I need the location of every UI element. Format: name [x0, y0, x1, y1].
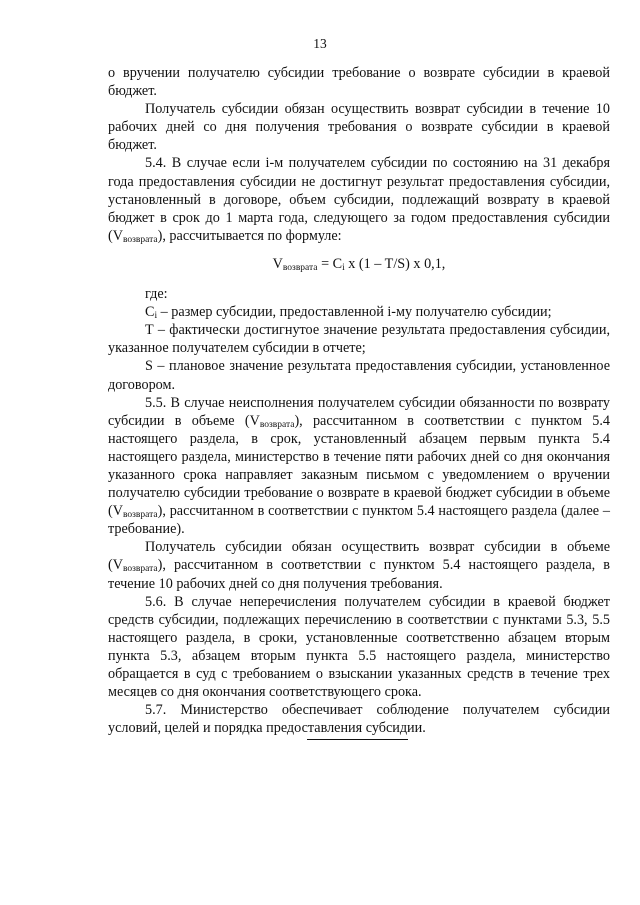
paragraph-5-6: 5.6. В случае неперечисления получателем субсидии в краевой бюджет средств субсидии, подлежащих перечислению в соответствии с пунктами 5.3, 5.5 настоящего раздела, в сроки, установленные соответственно абзацем вторым пункта 5.3, абзацем вторым пункта 5.5 настоящего раздела, министерство обращается в суд с требованием о взыскании указанных средств в течение трех месяцев со дня окончания соответствующего срока.	[108, 593, 610, 701]
definition-t: T – фактически достигнутое значение результата предоставления субсидии, указанное получателем субсидии в отчете;	[108, 322, 610, 357]
formula-v-subscript: возврата	[282, 262, 318, 273]
paragraph-5-5-part3: ), рассчитанном в соответствии с пунктом 5.4 настоящего раздела (далее – требование).	[108, 503, 610, 538]
formula	[108, 255, 610, 273]
document-body	[108, 64, 610, 737]
formula-v: V	[272, 255, 283, 272]
subscript-vozvrata: возврата	[259, 419, 295, 430]
subscript-vozvrata: возврата	[122, 234, 158, 245]
end-divider-line	[307, 739, 408, 740]
definition-s: S – плановое значение результата предоставления субсидии, установленное договором.	[108, 358, 610, 393]
paragraph-5-7: 5.7. Министерство обеспечивает соблюдение получателем субсидии условий, целей и порядка предоставления субсидии.	[108, 702, 610, 737]
definition-ci	[108, 303, 610, 321]
formula-rest: x (1 – T/S) x 0,1,	[344, 255, 446, 272]
paragraph-where: где:	[145, 286, 168, 303]
subscript-vozvrata: возврата	[122, 510, 158, 521]
paragraph-5-5	[108, 394, 610, 539]
paragraph-5-4-text: 5.4. В случае если i-м получателем субсидии по состоянию на 31 декабря года предоставления субсидии не достигнут результат предоставления субсидии, установленный в договоре, объем субсидии, подлежащий возврату в краевой бюджет в срок до 1 марта года, следующего за годом предоставления субсидии (V	[108, 155, 610, 244]
paragraph-continuation: о вручении получателю субсидии требование о возврате субсидии в краевой бюджет.	[108, 65, 610, 100]
paragraph-5-5-obligation	[108, 538, 610, 592]
definition-ci-text: – размер субсидии, предоставленной i-му получателю субсидии;	[157, 304, 552, 321]
paragraph-return-obligation: Получатель субсидии обязан осуществить возврат субсидии в течение 10 рабочих дней со дня получения требования о возврате субсидии в краевой бюджет.	[108, 101, 610, 154]
paragraph-5-4-tail: ), рассчитывается по формуле:	[157, 227, 342, 244]
formula-equals-c: = C	[317, 255, 343, 272]
paragraph-5-5b-part2: ), рассчитанном в соответствии с пунктом 5.4 настоящего раздела, в течение 10 рабочих дней со дня получения требования.	[108, 557, 610, 592]
paragraph-5-4	[108, 154, 610, 244]
definition-ci-symbol: C	[145, 304, 155, 321]
subscript-vozvrata: возврата	[122, 564, 158, 575]
paragraph-5-5-part1: 5.5. В случае неисполнения получателем субсидии обязанности по возврату субсидии в объеме (V	[108, 394, 610, 429]
definition-ci-subscript: i	[154, 311, 158, 322]
paragraph-5-5b-part1: Получатель субсидии обязан осуществить возврат субсидии в объеме (V	[108, 539, 610, 574]
formula-c-subscript: i	[342, 262, 345, 273]
page-number: 13	[313, 36, 327, 51]
paragraph-5-5-part2: ), рассчитанном в соответствии с пунктом 5.4 настоящего раздела, в срок, установленный абзацем первым пункта 5.4 настоящего раздела, министерство в течение пяти рабочих дней со дня окончания указанного срока направляет заказным письмом с уведомлением о вручении получателю субсидии требование о возврате в краевой бюджет субсидии в объеме (V	[108, 412, 610, 520]
